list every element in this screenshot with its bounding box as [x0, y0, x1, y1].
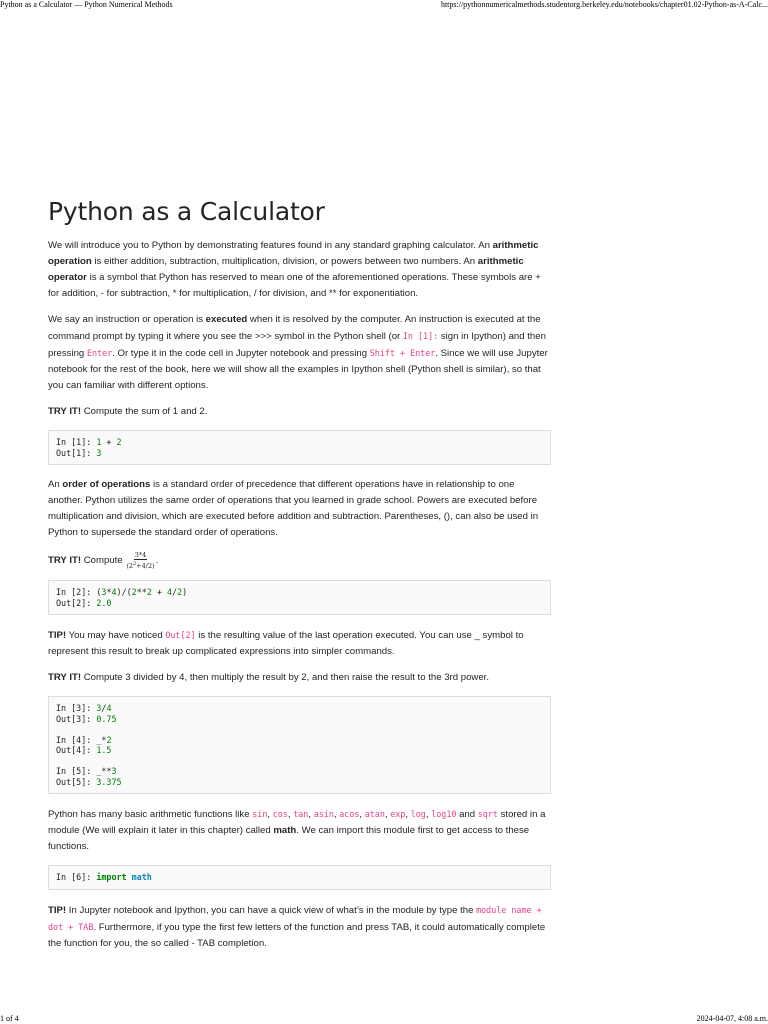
try-it-label: TRY IT! — [48, 406, 82, 417]
text: . We can import this module first to get access to these functions. — [48, 825, 530, 853]
code: ) — [182, 587, 188, 598]
number: 2 — [116, 437, 122, 447]
print-header-url: https://pythonnumericalmethods.studentorg.berkeley.edu/notebooks/chapter01.02-Python-as-A-Calc... — [440, 0, 768, 9]
text: Compute the sum of 1 and 2. — [81, 406, 208, 417]
fraction — [126, 551, 154, 570]
number: 4 — [106, 703, 112, 714]
try-it-label: TRY IT! — [48, 672, 82, 684]
text: stored in a module (We will explain it later in this chapter) called — [48, 809, 546, 837]
term-arithmetic-operation: arithmetic operation — [48, 240, 539, 267]
prompt: In [5]: — [56, 766, 97, 777]
try-it-sum — [48, 404, 551, 420]
text: and — [456, 809, 478, 821]
page-number: 1 of 4 — [0, 1014, 19, 1023]
code-cell-4[interactable] — [48, 865, 551, 890]
number: 3 — [111, 766, 117, 777]
operator: ** — [101, 766, 112, 777]
operator: / — [101, 703, 107, 714]
inline-code: exp — [390, 809, 406, 820]
operator: * — [106, 587, 112, 598]
prompt: Out[2]: — [56, 597, 97, 608]
term-order-of-operations: order of operations — [62, 479, 151, 490]
output-value: 3.375 — [96, 776, 122, 787]
term-executed: executed — [205, 314, 248, 325]
number: 2 — [106, 734, 112, 745]
try-it-label: TRY IT! — [48, 555, 82, 567]
exponent: 2 — [132, 561, 137, 567]
text: . — [155, 555, 159, 567]
code-cell-3[interactable] — [48, 696, 551, 794]
prompt: Out[3]: — [56, 713, 97, 724]
operator: + — [101, 437, 117, 447]
code-cell-1[interactable] — [48, 430, 551, 465]
operator: ** — [136, 587, 147, 598]
code: _ — [96, 766, 102, 777]
inline-code: sqrt — [477, 809, 498, 820]
keyword: import — [96, 872, 127, 883]
text: (2 — [126, 562, 133, 571]
text: You may have noticed — [66, 630, 166, 642]
inline-code: Out[2] — [165, 630, 196, 641]
inline-code: module name + dot + TAB — [48, 904, 542, 932]
main-content — [48, 196, 551, 962]
text: . Or type it in the code cell in Jupyter notebook and pressing — [112, 348, 370, 359]
code-cell-2[interactable] — [48, 580, 551, 615]
text: . Furthermore, if you type the first few letters of the function and press TAB, it could automatically complete the function for you, the so called - TAB completion. — [48, 921, 546, 949]
prompt: Out[5]: — [56, 776, 97, 787]
numerator: 3*4 — [134, 551, 147, 559]
operator: + — [151, 587, 167, 598]
number: 2 — [146, 587, 152, 598]
text: Python has many basic arithmetic functions like — [48, 809, 253, 821]
operator: * — [101, 734, 107, 745]
code: )/( — [116, 587, 132, 598]
inline-code: sin — [252, 809, 268, 820]
text: is a symbol that Python has reserved to mean one of the aforementioned operations. These symbols are + for addition, - for subtraction, * for multiplication, / for division, and ** for exponentiation. — [48, 272, 541, 299]
print-date: 2024-04-07, 4:08 a.m. — [696, 1014, 768, 1023]
prompt: In [1]: — [56, 437, 97, 447]
text: In Jupyter notebook and Ipython, you can have a quick view of what’s in the module by type the — [66, 904, 477, 916]
text: An — [48, 479, 63, 490]
code: ( — [96, 587, 102, 598]
text: +4/2) — [136, 562, 155, 571]
inline-code: In [1]: — [402, 331, 439, 341]
inline-code: log — [410, 809, 426, 820]
operator: / — [172, 587, 178, 598]
prompt: In [3]: — [56, 703, 97, 714]
tip-label: TIP! — [48, 904, 67, 916]
output-value: 3 — [96, 447, 102, 458]
tip-label: TIP! — [48, 630, 67, 642]
output-value: 1.5 — [96, 745, 112, 756]
prompt: In [6]: — [56, 872, 97, 883]
text: sign in Ipython) and then pressing — [48, 331, 546, 359]
intro-paragraph — [48, 238, 551, 302]
try-it-divide — [48, 670, 551, 686]
module-name: math — [131, 872, 152, 883]
number: 4 — [111, 587, 117, 598]
text: is a standard order of precedence that different operations have in relationship to one another. Python utilizes the same order of operations that you learned in grade school. Powers are executed before multiplication and division, which are executed before addition and subtraction. Parentheses, (), can also be used in Python to supersede the standard order of operations. — [48, 479, 539, 538]
term-arithmetic-operator: arithmetic operator — [48, 256, 524, 283]
text: . Since we will use Jupyter notebook for the rest of the book, here we will show all the examples in Ipython shell (Python shell is similar), so that you can familiar with different options. — [48, 348, 548, 391]
code: _ — [96, 734, 102, 745]
text: when it is resolved by the computer. An instruction is executed at the command prompt by typing it where you see the >>> symbol in the Python shell (or — [48, 314, 541, 342]
inline-code: acos — [339, 809, 360, 820]
text: Compute 3 divided by 4, then multiply the result by 2, and then raise the result to the 3rd power. — [81, 672, 490, 684]
executed-paragraph — [48, 312, 551, 394]
inline-code: log10 — [431, 809, 457, 820]
inline-code: atan — [364, 809, 385, 820]
number: 3 — [101, 587, 107, 598]
inline-code: cos — [272, 809, 288, 820]
tip-out-paragraph — [48, 627, 551, 660]
print-header-title: Python as a Calculator — Python Numerical Methods — [0, 0, 173, 9]
order-of-operations-paragraph — [48, 477, 551, 541]
text: We will introduce you to Python by demonstrating features found in any standard graphing calculator. An — [48, 240, 493, 251]
number: 2 — [177, 587, 183, 598]
inline-code: tan — [293, 809, 309, 820]
inline-code: Shift + Enter — [369, 348, 436, 358]
term-math: math — [273, 825, 297, 837]
text: is either addition, subtraction, multiplication, division, or powers between two numbers. An — [91, 256, 478, 267]
prompt: Out[1]: — [56, 447, 97, 458]
number: 3 — [96, 703, 102, 714]
text: We say an instruction or operation is — [48, 314, 206, 325]
math-functions-paragraph: Python has many basic arithmetic functions like sin, cos, tan, asin, acos, atan, exp, log, log10 and sqrt stored in a module (We will explain it later in this chapter) called math. We can import this module first to get access to these functions. — [48, 809, 546, 853]
try-it-fraction — [48, 551, 551, 570]
number: 1 — [96, 437, 102, 447]
denominator — [126, 560, 154, 570]
page-title: Python as a Calculator — [48, 197, 325, 226]
prompt: Out[4]: — [56, 745, 97, 756]
output-value: 2.0 — [96, 597, 112, 608]
text: is the resulting value of the last operation executed. You can use _ symbol to represent this result to break up complicated expressions into simpler commands. — [48, 630, 524, 658]
print-header — [0, 0, 768, 14]
output-value: 0.75 — [96, 713, 117, 724]
number: 2 — [131, 587, 137, 598]
prompt: In [4]: — [56, 734, 97, 745]
prompt: In [2]: — [56, 587, 97, 598]
text: Compute — [81, 555, 126, 567]
number: 4 — [167, 587, 173, 598]
tip-tab-paragraph — [48, 902, 551, 952]
inline-code: Enter — [86, 348, 113, 358]
inline-code: asin — [313, 809, 334, 820]
